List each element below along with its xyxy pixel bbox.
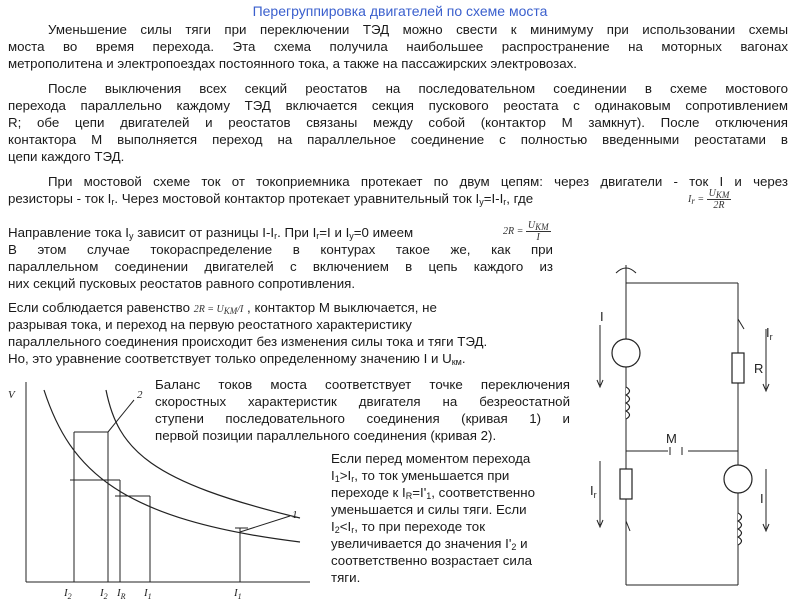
paragraph-7-line-4: уменьшается и силы тяги. Если — [331, 502, 527, 517]
paragraph-5-line-4: Но, это уравнение соответствует только определенному значению I и $U_{км}$. — [8, 351, 466, 367]
paragraph-5-line-3: параллельного соединения происходит без изменения силы тока и тяги ТЭД. — [8, 334, 488, 349]
field-winding-1 — [626, 387, 630, 419]
curve-2-label: 2 — [137, 389, 143, 401]
speed-characteristic-graph — [0, 370, 320, 600]
paragraph-7-line-1: Если перед моментом перехода — [331, 451, 531, 466]
page-title: Перегруппировка двигателей по схеме моста — [252, 3, 548, 19]
paragraph-6-line-1: Баланс токов моста соответствует точке переключения — [155, 377, 570, 392]
x-label-i2-prime: $I_2$ — [100, 587, 108, 600]
x-label-i1-prime: $I_1$ — [144, 587, 152, 600]
x-label-ir: $I_R$ — [117, 587, 126, 600]
formula-ir: $I_r$ = $\frac{U_{КМ}}{2R}$ — [688, 188, 730, 211]
paragraph-4-line-2: В этом случае токораспределение в контурах такое же, как при — [8, 242, 553, 257]
label-contactor-m: M — [666, 431, 677, 446]
bridge-circuit-diagram — [590, 255, 790, 600]
label-current-motor-2: I — [760, 491, 764, 506]
x-label-i1: $I_1$ — [234, 587, 242, 600]
label-current-resistor-top: $I_r$ — [766, 325, 773, 342]
curve-2-leader — [108, 400, 134, 432]
paragraph-2-line-3: R; обе цепи двигателей и реостатов связаны между собой (контактор М замкнут). После отключения — [8, 115, 788, 130]
motor-1 — [612, 339, 640, 367]
motor-2 — [724, 465, 752, 493]
paragraph-2-line-4: контактора М выполняется переход на параллельное соединение с полностью введенными реостатами в — [8, 132, 788, 147]
paragraph-2-line-5: цепи каждого ТЭД. — [8, 149, 125, 164]
paragraph-5-line-1: Если соблюдается равенство $2R = U_{КМ}/I$ , контактор М выключается, не — [8, 300, 437, 316]
paragraph-4-line-3: параллельном соединении двигателей с включением в цепь каждого из — [8, 259, 553, 274]
paragraph-1-line-3: метрополитена и электропоездах постоянного тока, а также на пассажирских электровозах. — [8, 56, 577, 71]
curve-1-label: 1 — [292, 509, 298, 521]
paragraph-2-line-1: После выключения всех секций реостатов на последовательном соединении в схеме мостового — [48, 81, 788, 96]
paragraph-6-line-3: ступени последовательного соединения (кривая 1) и — [155, 411, 570, 426]
label-resistor-r: R — [754, 361, 764, 376]
paragraph-7-line-2: $I_1>I_r$, то ток уменьшается при — [331, 468, 510, 484]
resistor-right — [732, 353, 744, 383]
formula-2r: 2R = $\frac{U_{КМ}}{I}$ — [503, 220, 549, 243]
curve-1-leader — [240, 516, 290, 532]
paragraph-7-line-6: увеличивается до значения $I'_2$ и — [331, 536, 528, 552]
paragraph-3-line-1: При мостовой схеме ток от токоприемника протекает по двум цепям: через двигатели - ток I и через — [48, 174, 788, 189]
paragraph-2-line-2: перехода параллельно каждому ТЭД включается секция пускового реостата с одинаковым сопротивлением — [8, 98, 788, 113]
paragraph-3-line-2: резисторы - ток $I_r$. Через мостовой контактор протекает уравнительный ток $I_y=I-I_r$, где — [8, 191, 534, 207]
paragraph-6-line-4: первой позиции параллельного соединения (кривая 2). — [155, 428, 497, 443]
paragraph-6-line-2: скоростных характеристик двигателя на безреостатной — [155, 394, 570, 409]
paragraph-4-line-4: них секций пусковых реостатов равного сопротивления. — [8, 276, 356, 291]
paragraph-7-line-5: $I_2<I_r$, то при переходе ток — [331, 519, 486, 535]
paragraph-4-line-1: Направление тока $I_у$ зависит от разницы $I-I_r$. При $I_r=I$ и $I_y=0$ имеем — [8, 225, 414, 241]
x-label-i2: $I_2$ — [64, 587, 72, 600]
label-current-motor-1: I — [600, 309, 604, 324]
switch-left-bottom — [626, 521, 630, 531]
field-winding-2 — [738, 513, 742, 545]
paragraph-1-line-2: моста во время перехода. Эта схема получила наибольшее распространение на моторных вагонах — [8, 39, 788, 54]
label-current-resistor-bottom: $I_r$ — [590, 483, 597, 500]
formula-2r-inline: $2R = U_{КМ}/I$ — [193, 304, 244, 316]
switch-right-top — [738, 319, 744, 329]
paragraph-7-line-8: тяги. — [331, 570, 361, 585]
paragraph-7-line-7: соответственно возрастает сила — [331, 553, 533, 568]
curve-1 — [44, 390, 300, 542]
paragraph-7-line-3: переходе к $I_R=I'_1$, соответственно — [331, 485, 535, 501]
resistor-left — [620, 469, 632, 499]
paragraph-5-line-2: разрывая тока, и переход на первую реостатного характеристику — [8, 317, 412, 332]
paragraph-1-line-1: Уменьшение силы тяги при переключении ТЭД можно свести к минимуму при использовании схемы — [48, 22, 788, 37]
y-axis-label: V — [8, 389, 15, 401]
curve-2 — [106, 390, 300, 518]
